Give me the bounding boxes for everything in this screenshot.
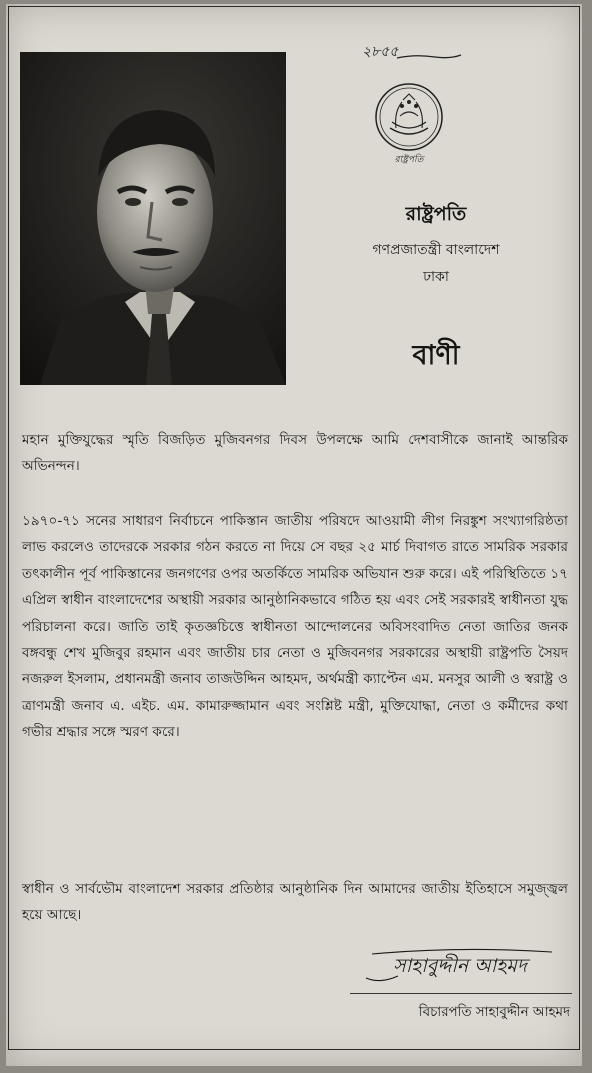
city-name: ঢাকা (423, 269, 449, 285)
presidential-seal-icon (372, 82, 446, 166)
handwritten-signature (360, 940, 560, 986)
seal-caption: রাষ্ট্রপতি (394, 155, 424, 165)
signature-rule (350, 993, 572, 994)
country-name: গণপ্রজাতন্ত্রী বাংলাদেশ (372, 242, 500, 258)
memo-underline (395, 52, 463, 62)
office-title: রাষ্ট্রপতি (405, 203, 467, 225)
message-paragraph: মহান মুক্তিযুদ্ধের স্মৃতি বিজড়িত মুজিবনগর দিবস উপলক্ষে আমি দেশবাসীকে জানাই আন্তরিক অভিনন্দন। (22, 432, 568, 475)
message-paragraph: ১৯৭০-৭১ সনের সাধারণ নির্বাচনে পাকিস্তান জাতীয় পরিষদে আওয়ামী লীগ নিরঙ্কুশ সংখ্যাগরিষ্ঠতা লাভ করলেও তাদেরকে সরকার গঠন করতে না দিয়ে সে বছর ২৫ মার্চ দিবাগত রাতে সামরিক সরকার তৎকালীন পূর্ব পাকিস্তানের জনগণের ওপর অতর্কিতে সামরিক অভিযান শুরু করে। এই পরিস্থিতিতে ১৭ এপ্রিল স্বাধীন বাংলাদেশের অস্থায়ী সরকার আনুষ্ঠানিকভাবে গঠিত হয় এবং সেই সরকারই স্বাধীনতা যুদ্ধ পরিচালনা করে। জাতি তাই কৃতজ্ঞচিত্তে স্বাধীনতা আন্দোলনের অবিসংবাদিত নেতা জাতির জনক বঙ্গবন্ধু শেখ মুজিবুর রহমান এবং জাতীয় চার নেতা ও মুজিবনগর সরকারের অস্থায়ী রাষ্ট্রপতি সৈয়দ নজরুল ইসলাম, প্রধানমন্ত্রী জনাব তাজউদ্দিন আহমদ, অর্থমন্ত্রী ক্যাপ্টেন এম. মনসুর আলী ও স্বরাষ্ট্র ও ত্রাণমন্ত্রী জনাব এ. এইচ. এম. কামারুজ্জামান এবং সংশ্লিষ্ট মন্ত্রী, মুক্তিযোদ্ধা, নেতা ও কর্মীদের কথা গভীর শ্রদ্ধার সঙ্গে স্মরণ করে। (22, 513, 568, 741)
signature-text: সাহাবুদ্দীন আহমদ (393, 955, 527, 977)
message-paragraph: স্বাধীন ও সার্বভৌম বাংলাদেশ সরকার প্রতিষ্ঠার আনুষ্ঠানিক দিন আমাদের জাতীয় ইতিহাসে সমুজ্জ্বল হয়ে আছে। (22, 881, 568, 924)
signer-name: বিচারপতি সাহাবুদ্দীন আহমদ (418, 1005, 570, 1020)
portrait-photo (20, 52, 286, 385)
message-heading: বাণী (412, 340, 460, 371)
memo-number: ২৮৫৫ (362, 44, 399, 60)
